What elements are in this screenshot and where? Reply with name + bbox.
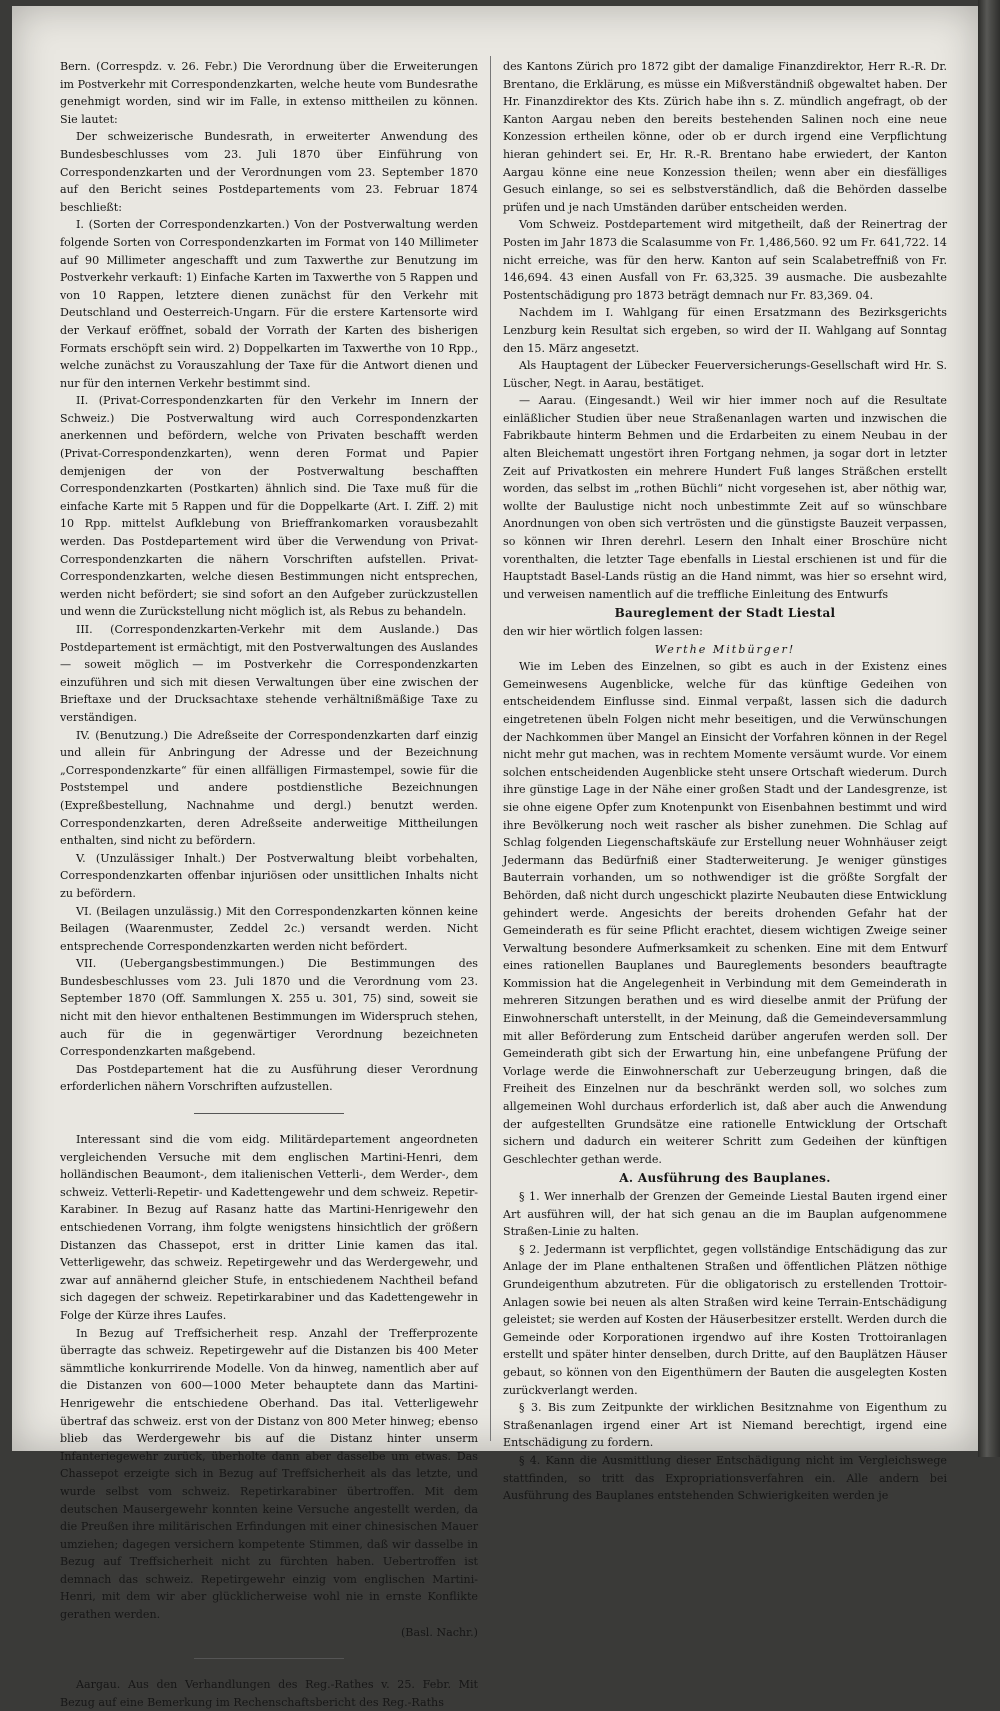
bern-section-3: III. (Correspondenzkarten-Verkehr mit dem Auslande.) Das Postdepartement ist ermächtigt, mit den Postverwaltungen des Auslandes — soweit möglich — im Postverkehr die Correspondenzkarten einzuführen und sich mit diesen Verwaltungen über eine zwischen der Brieftaxe und der Drucksachtaxe stehende verhältnißmäßige Taxe zu verständigen. [60,623,478,724]
column-divider [490,56,491,1441]
bern-closing: Das Postdepartement hat die zu Ausführung dieser Verordnung erforderlichen nähern Vorschriften aufzustellen. [60,1062,478,1094]
bern-intro: Bern. (Correspdz. v. 26. Febr.) Die Verordnung über die Erweiterungen im Postverkehr mit Correspondenzkarten, welche heute vom Bundesrathe genehmigt worden, sind wir im Falle, in extenso mittheilen zu können. Sie lautet: [60,60,478,126]
regulation-title: Baureglement der Stadt Liestal [614,606,836,621]
paragraph-3: § 3. Bis zum Zeitpunkte der wirklichen Besitznahme von Eigenthum zu Straßenanlagen irgend einer Art ist Niemand berechtigt, irgend eine Entschädigung zu fordern. [503,1401,947,1450]
rifle-paragraph-1: Interessant sind die vom eidg. Militärdepartement angeordneten vergleichenden Versuche mit dem englischen Martini-Henri, dem holländischen Beaumont-, dem italienischen Vetterli-, dem Werder-, dem schweiz. Vetterli-Repetir- und Kadettengewehr und dem schweiz. Repetir-Karabiner. In Bezug auf Rasanz hatte das Martini-Henrigewehr den entschiedenen Vorrang, ihm folgte wenigstens hinsichtlich der größern Distanzen das Chassepot, erst in dritter Linie kamen das ital. Vetterligewehr, das schweiz. Repetirgewehr und das Werdergewehr, und zwar auf annähernd gleicher Stufe, in entschiedenem Nachtheil befand sich dagegen der schweiz. Repetirkarabiner und das Kadettengewehr in Folge der Kürze ihres Laufes. [60,1133,478,1322]
left-column [60,58,478,1709]
salutation: Werthe Mitbürger! [654,642,796,656]
rifle-paragraph-2: In Bezug auf Treffsicherheit resp. Anzahl der Trefferprozente überragte das schweiz. Repetirgewehr auf die Distanzen bis 400 Meter sämmtliche konkurrirende Modelle. Von da hinweg, namentlich aber auf die Distanzen von 600—1000 Meter behauptete dann das Martini-Henrigewehr die entschiedene Oberhand. Das ital. Vetterligewehr übertraf das schweiz. erst von der Distanz von 800 Meter hinweg; ebenso blieb das Werdergewehr bis auf die Distanz hinter unserm Infanteriegewehr zurück, überholte dann aber dasselbe um etwas. Das Chassepot erzeigte sich in Bezug auf Treffsicherheit als das letzte, und wurde selbst vom schweiz. Repetirkarabiner übertroffen. Mit dem deutschen Mausergewehr konnten keine Versuche angestellt werden, da die Preußen ihre militärischen Erfindungen mit einer chinesischen Mauer umziehen; dagegen versichern kompetente Stimmen, daß wir dasselbe in Bezug auf Treffsicherheit nicht zu fürchten haben. Uebertroffen ist demnach das schweiz. Repetirgewehr einzig vom englischen Martini-Henri, mit dem wir aber glücklicherweise wohl nie in ernste Konflikte gerathen werden. [60,1326,478,1622]
rifle-source: (Basl. Nachr.) [400,1625,478,1639]
aargau-continued: des Kantons Zürich pro 1872 gibt der damalige Finanzdirektor, Herr R.-R. Dr. Brentano, die Erklärung, es müsse ein Mißverständniß obgewaltet haben. Der Hr. Finanzdirektor des Kts. Zürich habe ihn s. Z. mündlich angefragt, ob der Kanton Aargau neben den bereits bestehenden Salinen noch eine neue Konzession ertheilen könne, oder ob er durch irgend eine Verpflichtung hieran gehindert sei. Er, Hr. R.-R. Brentano habe erwiedert, der Kanton Aargau könne eine neue Konzession theilen; wenn aber ein diesfälliges Gesuch einlange, so sei es selbstverständlich, daß die Behörden dasselbe prüfen und je nach Umständen darüber entscheiden werden. [503,60,947,214]
bern-section-2: II. (Privat-Correspondenzkarten für den Verkehr im Innern der Schweiz.) Die Postverwaltung wird auch Correspondenzkarten anerkennen und befördern, welche von Privaten beschafft werden (Privat-Correspondenzkarten), wenn deren Format und Papier demjenigen der von der Postverwaltung beschafften Correspondenzkarten (Postkarten) ähnlich sind. Die Taxe muß für die einfache Karte mit 5 Rappen und für die Doppelkarte (Art. I. Ziff. 2) mit 10 Rpp. mittelst Aufklebung von Brieffrankomarken vorausbezahlt werden. Das Postdepartement wird über die Verwendung von Privat-Correspondenzkarten die nähern Vorschriften aufstellen. Privat-Correspondenzkarten, welche diesen Bestimmungen nicht entsprechen, werden nicht befördert; sie sind sofort an den Aufgeber zurückzustellen und wenn die Zurückstellung nicht möglich ist, als Rebus zu behandeln. [60,394,478,619]
article-separator [194,1658,344,1659]
newspaper-page [12,6,978,1709]
aarau-letter: — Aarau. (Eingesandt.) Weil wir hier immer noch auf die Resultate einläßlicher Studien über neue Straßenanlagen warten und inzwischen die Fabrikbaute hinterm Behmen und die Erdarbeiten zu einem Neubau in der alten Bleichematt ungestört ihren Fortgang nehmen, ja sogar dort in letzter Zeit auf Privatkosten ein mehrere Hundert Fuß langes Sträßchen erstellt worden, das selbst im „rothen Büchli“ nicht vorgesehen ist, aber nöthig war, wollte der Baulustige nicht noch unbestimmte Zeit auf so wünschbare Anordnungen von oben sich vertrösten und die günstigste Bauzeit verpassen, so können wir Ihren derehrl. Lesern den Inhalt einer Broschüre nicht vorenthalten, die letzter Tage ebenfalls in Liestal erschienen ist und für die Hauptstadt Basel-Lands rüstig an die Hand nimmt, was hier so ersehnt wird, und verweisen namentlich auf die treffliche Einleitung des Entwurfs [503,394,947,601]
paragraph-1: § 1. Wer innerhalb der Grenzen der Gemeinde Liestal Bauten irgend einer Art ausführen will, der hat sich genau an die im Bauplan aufgenommene Straßen-Linie zu halten. [503,1190,947,1239]
page-edge-shadow [978,0,1000,1457]
aargau-start: Aargau. Aus den Verhandlungen des Reg.-Rathes v. 25. Febr. Mit Bezug auf eine Bemerkung im Rechenschaftsbericht des Reg.-Raths [60,1678,478,1709]
paragraph-4: § 4. Kann die Ausmittlung dieser Entschädigung nicht im Vergleichswege stattfinden, so tritt das Expropriationsverfahren ein. Alle andern bei Ausführung des Bauplanes entstehenden Schwierigkeiten werden je [503,1453,947,1503]
election-notice: Nachdem im I. Wahlgang für einen Ersatzmann des Bezirksgerichts Lenzburg kein Resultat sich ergeben, so wird der II. Wahlgang auf Sonntag den 15. März angesetzt. [503,306,947,355]
right-column [503,58,947,1503]
paragraph-2: § 2. Jedermann ist verpflichtet, gegen vollständige Entschädigung das zur Anlage der im Plane enthaltenen Straßen und öffentlichen Plätzen nöthige Grundeigenthum abzutreten. Für die obligatorisch zu erstellenden Trottoir-Anlagen sowie bei neuen als alten Straßen wird keine Terrain-Entschädigung geleistet; sie werden auf Kosten der Häuserbesitzer erstellt. Werden durch die Gemeinde oder Korporationen irgendwo auf ihre Kosten Trottoiranlagen erstellt und später hinter denselben, durch Dritte, auf den Bauplätzen Häuser gebaut, so können von den Eigenthümern der Bauten die ausgelegten Kosten zurückverlangt werden. [503,1242,947,1397]
bern-section-5: V. (Unzulässiger Inhalt.) Der Postverwaltung bleibt vorbehalten, Correspondenzkarten offenbar injuriösen oder unsittlichen Inhalts nicht zu befördern. [60,851,478,900]
regulation-body: Wie im Leben des Einzelnen, so gibt es auch in der Existenz eines Gemeinwesens Augenblicke, welche für das künftige Gedeihen von entscheidendem Einflusse sind. Einmal verpaßt, lassen sich die dadurch eingetretenen übeln Folgen nicht mehr beseitigen, und die Verwünschungen der Nachkommen über Mangel an Einsicht der Vorfahren können in der Regel nicht mehr gut machen, was in rechtem Momente versäumt wurde. Vor einem solchen entscheidenden Augenblicke steht unsere Ortschaft wiederum. Durch ihre günstige Lage in der Nähe einer großen Stadt und der Landesgrenze, ist sie ohne eigene Opfer zum Knotenpunkt von Eisenbahnen bestimmt und wird ihre Bevölkerung noch weit rascher als bisher zunehmen. Die Schlag auf Schlag folgenden Liegenschaftskäufe zur Erstellung neuer Wohnhäuser zeigt Jedermann das Bedürfniß einer Stadterweiterung. Je weniger günstiges Bauterrain vorhanden, um so nothwendiger ist die größte Sorgfalt der Behörden, daß nicht durch ungeschickt plazirte Neubauten diese Entwicklung gehindert werde. Angesichts der bereits drohenden Gefahr hat der Gemeinderath es für seine Pflicht erachtet, diesem wichtigen Zweige seiner Verwaltung besondere Aufmerksamkeit zu schenken. Eine mit dem Entwurf eines rationellen Bauplanes und Baureglements besonders beauftragte Kommission hat die Angelegenheit in Verbindung mit dem Gemeinderath in mehreren Sitzungen berathen und es wird dieselbe anmit der Prüfung der Einwohnerschaft unterstellt, in der Meinung, daß die Gemeindeversammlung mit aller Beförderung zum Entscheid darüber angerufen werden soll. Der Gemeinderath gibt sich der Erwartung hin, eine unbefangene Prüfung der Vorlage werde die Einwohnerschaft zur Ueberzeugung bringen, daß die Freiheit des Einzelnen nur da beschränkt werden soll, wo solches zum allgemeinen Wohl durchaus erforderlich ist, daß aber auch die Anwendung der aufgestellten Grundsätze eine rationelle Entwicklung der Ortschaft sichern und dadurch ein weiterer Schritt zum Gedeihen der künftigen Geschlechter gethan werde. [503,660,947,1166]
bern-preamble: Der schweizerische Bundesrath, in erweiterter Anwendung des Bundesbeschlusses vom 23. Juli 1870 über Einführung von Correspondenzkarten und der Verordnungen vom 23. September 1870 auf den Bericht seines Postdepartements vom 23. Februar 1874 beschließt: [60,130,478,214]
bern-section-6: VI. (Beilagen unzulässig.) Mit den Correspondenzkarten können keine Beilagen (Waarenmuster, Zeddel 2c.) versandt werden. Nicht entsprechende Correspondenzkarten werden nicht befördert. [60,904,478,953]
article-separator [194,1113,344,1114]
section-a-title: A. Ausführung des Bauplanes. [619,1171,831,1186]
bern-section-1: I. (Sorten der Correspondenzkarten.) Von der Postverwaltung werden folgende Sorten von Correspondenzkarten im Format von 140 Millimeter auf 90 Millimeter angeschafft und zum Taxwerthe zur Benutzung im Postverkehr verkauft: 1) Einfache Karten im Taxwerthe von 5 Rappen und von 10 Rappen, letztere dienen zunächst für den Verkehr mit Deutschland und Oesterreich-Ungarn. Für die erstere Kartensorte wird der Verkauf eröffnet, sobald der Vorrath der Karten des bisherigen Formats erschöpft sein wird. 2) Doppelkarten im Taxwerthe von 10 Rpp., welche zunächst zu Vorauszahlung der Taxe für die Antwort dienen und nur für den internen Verkehr bestimmt sind. [60,218,478,390]
insurance-notice: Als Hauptagent der Lübecker Feuerversicherungs-Gesellschaft wird Hr. S. Lüscher, Negt. in Aarau, bestätiget. [503,359,947,390]
bern-section-4: IV. (Benutzung.) Die Adreßseite der Correspondenzkarten darf einzig und allein für Anbringung der Adresse und der Bezeichnung „Correspondenzkarte“ für einen allfälligen Firmastempel, sowie für die Poststempel und andere postdienstliche Bezeichnungen (Expreßbestellung, Nachnahme und dergl.) benutzt werden. Correspondenzkarten, deren Adreßseite anderweitige Mittheilungen enthalten, sind nicht zu befördern. [60,728,478,848]
regulation-intro: den wir hier wörtlich folgen lassen: [503,625,703,638]
post-revenue: Vom Schweiz. Postdepartement wird mitgetheilt, daß der Reinertrag der Posten im Jahr 1873 die Scalasumme von Fr. 1,486,560. 92 um Fr. 641,722. 14 nicht erreiche, was für den herw. Kanton auf sein Scalabetreffniß von Fr. 146,694. 43 einen Ausfall von Fr. 63,325. 39 ausmache. Die ausbezahlte Postentschädigung pro 1873 beträgt demnach nur Fr. 83,369. 04. [503,218,947,302]
bern-section-7: VII. (Uebergangsbestimmungen.) Die Bestimmungen des Bundesbeschlusses vom 23. Juli 1870 und die Verordnung vom 23. September 1870 (Off. Sammlungen X. 255 u. 301, 75) sind, soweit sie nicht mit den hievor enthaltenen Bestimmungen im Widerspruch stehen, auch für die in gegenwärtiger Verordnung bezeichneten Correspondenzkarten maßgebend. [60,957,478,1059]
